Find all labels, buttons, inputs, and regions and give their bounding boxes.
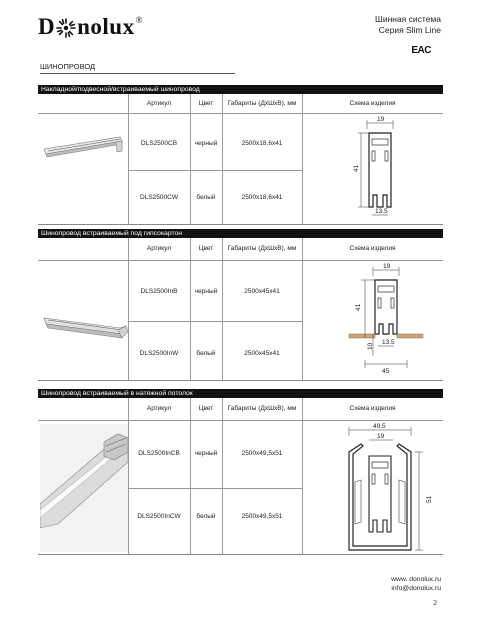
brand-logo-name: nolux [77,14,135,39]
dim-label-width: 19 [377,433,385,440]
dim-label-total-width: 49.5 [373,423,386,430]
profile-scheme-2 [303,262,443,380]
product-block-3 [38,389,443,555]
block-2-header-row [38,238,443,261]
registered-mark: ® [135,15,143,25]
table-cell-dims: 2500x49,5x51 [241,513,283,520]
block-3-header-row [38,398,443,421]
dim-label-slot: 13.5 [382,339,395,346]
table-cell-dims: 2500x18,6x41 [241,140,283,147]
table-cell-article: DLS2500CW [140,194,178,201]
col-article: Артикул [146,245,172,253]
product-block-2 [38,229,443,381]
section-title: ШИНОПРОВОД [40,62,96,71]
track-photo-stretch-ceiling [40,424,128,552]
product-block-1 [38,85,443,225]
table-cell-dims: 2500x49,5x51 [241,450,283,457]
table-cell-dims: 2500x45x41 [244,350,280,357]
dim-label-total-width: 45 [382,368,390,375]
table-cell-article: DLS2500CB [140,140,178,147]
col-scheme: Схема изделия [349,405,396,413]
col-dims: Габариты (ДхШхВ), мм [227,405,297,413]
block-3-title: Шинопровод встраиваемый в натяжной потолок [38,389,443,398]
col-dims: Габариты (ДхШхВ), мм [227,99,297,107]
profile-scheme-1 [303,115,443,225]
dim-label-width: 19 [383,263,391,270]
eac-mark: EAC [411,45,431,56]
block-1-header-row [38,94,443,114]
dim-label-height: 41 [353,164,360,172]
col-color: Цвет [198,99,214,107]
col-dims: Габариты (ДхШхВ), мм [227,245,297,253]
dim-label-slot: 13.5 [375,208,388,215]
email-link[interactable]: info@donolux.ru [391,585,441,592]
block-3-table [38,398,443,555]
table-cell-article: DLS2500InW [139,350,179,357]
table-cell-dims: 2500x45x41 [244,288,280,295]
dim-label-height: 41 [355,303,362,311]
table-cell-dims: 2500x18,6x41 [241,194,283,201]
table-cell-color: черный [194,140,218,147]
block-2-title: Шинопровод встраиваемый под гипсокартон [38,229,443,238]
section-divider [40,73,235,74]
table-cell-article: DLS2500InB [140,288,178,295]
series-header [375,14,441,36]
block-1-title: Накладной/подвесной/встраиваемый шинопровод [38,85,443,94]
brand-logo-letter: D [38,14,56,39]
page-number: 2 [433,598,437,607]
col-article: Артикул [146,99,172,107]
track-photo-recessed [42,308,128,348]
brand-logo [38,14,143,40]
col-color: Цвет [198,405,214,413]
table-cell-color: черный [194,450,218,457]
dim-label-width: 19 [377,116,385,123]
col-scheme: Схема изделия [349,245,396,253]
col-scheme: Схема изделия [349,99,396,107]
table-cell-color: белый [196,194,216,201]
contact-footer [391,575,441,593]
sun-logo-icon [56,18,76,38]
table-cell-color: белый [196,513,216,520]
col-color: Цвет [198,245,214,253]
profile-scheme-3 [303,422,443,554]
track-photo-surface [42,129,124,169]
dim-label-flange: 10 [367,342,374,350]
system-name: Шинная система [375,14,441,24]
table-cell-article: DLS2500InCW [137,513,181,520]
col-article: Артикул [146,405,172,413]
series-name: Серия Slim Line [378,25,441,35]
block-2-table [38,238,443,381]
website-link[interactable]: www. donolux.ru [391,576,441,583]
table-cell-article: DLS2500InCB [138,450,180,457]
table-cell-color: белый [196,350,216,357]
block-1-table [38,94,443,225]
dim-label-height: 51 [426,495,433,503]
table-cell-color: черный [194,288,218,295]
